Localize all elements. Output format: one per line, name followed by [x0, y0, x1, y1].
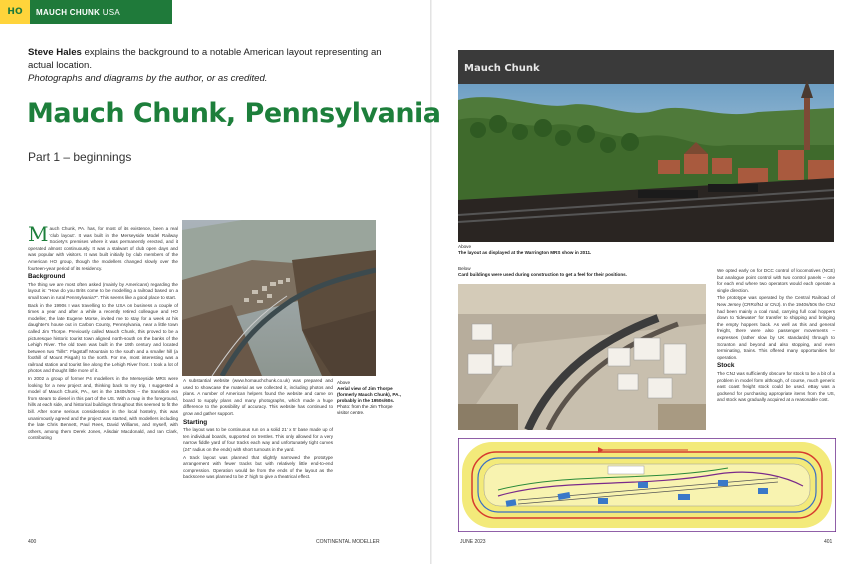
layout-caption-text: The layout as displayed at the Warrington MRS show in 2011. — [458, 250, 592, 255]
col2-para-1: A substantial website (www.homauchchunk.co.uk) was prepared and used to showcase the material as we collected it, including photos and plans. A number of American helpers found the website and came on board to supply plans and many photographs, which made a huge difference to the possibility of accuracy. This website has continued to grow and gather support. — [183, 378, 333, 416]
heading-starting: Starting — [183, 418, 208, 426]
aerial-caption — [337, 380, 401, 416]
intro-standfirst — [28, 46, 408, 85]
aerial-caption-credit: Photo: from the Jim Thorpe visitor centre. — [337, 404, 393, 415]
construction-photo — [458, 284, 706, 430]
folio-date: JUNE 2023 — [460, 539, 486, 545]
section-title-suffix: USA — [102, 7, 121, 17]
col3-para-3: The CNJ was sufficiently obscure for stock to be a bit of a problem in model form although, of course, much generic east coast freight stock could be used. eBay was a godsend for purchasing appropriate items from the US, and stock was gradually acquired at a reasonable cost. — [717, 370, 835, 403]
gutter — [430, 0, 432, 564]
dropcap: M — [28, 222, 49, 246]
card-caption-label: Below — [458, 266, 471, 271]
author-name: Steve Hales — [28, 47, 82, 58]
aerial-photo — [182, 220, 376, 376]
col1-para-1: auch Chunk, PA. has, for most of its existence, been a real 'club layout'. It was built in the Merseyside Model Railway Society's premises where it was permanently erected, and it operated almost continuously. It was a stalwart of club open days and was popular with visitors. It was built initially by club members of the American HO group, though the modellers changed slowly over the fourteen-year period of its residency. — [28, 226, 178, 271]
column-3 — [717, 268, 835, 405]
card-buildings-caption — [458, 266, 708, 278]
column-2 — [183, 378, 333, 482]
col1-para-3: Back in the 1990s I was travelling to the USA on business a couple of times a year and after a while a recently retired colleague and HO modeller, the late Eugene Morse, invited me to stay for a week at his daughter's house out in Carbon County, Pennsylvania, near a little town called Jim Thorpe. Previously called Mauch Chunk, this proved to be a picturesque historic tourist town aligned north-south on the banks of the Lehigh River. The old town was built in the 19th century and located between two "hills": Flagstaff Mountain to the south and a smaller hill (a foothill of Mount Pisgah) to the north. For me, most interesting was a railroad station and tourist line along the Lehigh River front. I took a lot of photos and thought little more of it. — [28, 302, 178, 374]
section-title: MAUCH CHUNK USA — [36, 7, 121, 17]
layout-photo-image — [458, 50, 834, 242]
col3-para-1: We opted early on for DCC control of locomotives (NCE) but analogue point control with two control panels – one for each end where two operators would each operate a single direction. — [717, 268, 835, 293]
layout-caption-label: Above — [458, 244, 472, 249]
card-caption-text: Card buildings were used during construction to get a feel for their positions. — [458, 272, 627, 277]
folio-left-page: 400 — [28, 539, 37, 545]
article-title: Mauch Chunk, Pennsylvania — [27, 98, 441, 129]
article-subtitle: Part 1 – beginnings — [28, 150, 132, 164]
folio-right-page: 401 — [824, 539, 833, 545]
layout-sign: Mauch Chunk — [464, 63, 540, 74]
column-1 — [28, 222, 178, 443]
section-tag: HO — [0, 0, 30, 24]
col2-para-2: The layout was to be continuous run on a solid 21' x 5' base made up of ten individual boards, supported on trestles. This only allowed for a very narrow fiddle yard of four tracks each way and unfortunately tight curves (24" radius on the ends) with short turnouts in the yard. — [183, 427, 333, 452]
layout-photo-caption — [458, 244, 658, 256]
col2-para-3: A track layout was planned that slightly narrowed the prototype arrangement with fewer tracks but with relatively little end-to-end compression. Operation would be from the ends of the layout as the backscene was planned to be 2' high to give a theatrical effect. — [183, 454, 333, 480]
photo-credits: Photographs and diagrams by the author, or as credited. — [28, 73, 268, 84]
heading-background: Background — [28, 273, 66, 281]
intro-lead: explains the background to a notable American layout representing an actual location. — [28, 47, 382, 71]
col3-para-2: The prototype was operated by the Central Railroad of New Jersey (CRRofNJ or CNJ). In the 1940s/50s the CNJ had been mainly a coal road, carrying full coal hoppers down to 'tidewater' for transfer to shipping and bringing the empty hoppers back. As well as this and general freight, there were also passenger movements – expresses (rather slow by UK standards) through to Scranton and beyond and also stopping, and even terminating, trains. This offered many opportunities for operation. — [717, 295, 835, 360]
track-plan-diagram — [458, 438, 836, 532]
aerial-photo-image — [182, 220, 376, 376]
col1-para-4: In 2002 a group of former P4 modellers in the Merseyside MRS were looking for a new project and, thinking back to my trip, I suggested a model of Mauch Chunk, PA., set in the 1940s/50s – the transition era from steam to diesel in this part of the US. With a map in the foreground, hills at each side, and historical buildings throughout this seemed to fit the bill. After some serious consideration in the local hostelry, this was unanimously agreed and the project was started, with modellers including the late Chris Bennett, Paul Rees, David Williams, and myself, with others, among them Derek Jones, Alisdair Macdonald, and Ian Clark, contributing — [28, 376, 178, 441]
section-header — [0, 0, 172, 24]
aerial-caption-text: Aerial view of Jim Thorpe (formerly Mauch Chunk), PA., probably in the 1950s/60s. — [337, 386, 401, 403]
col1-para-2: The thing we are most often asked (mainly by Americans) regarding the layout is: "How do you Brits come to be modelling a railroad based on a small town in rural Pennsylvania?". This seems like a good place to start. — [28, 281, 178, 300]
folio-magazine: CONTINENTAL MODELLER — [316, 539, 380, 545]
layout-photo — [458, 50, 834, 242]
construction-photo-image — [458, 284, 706, 430]
aerial-caption-label: Above — [337, 380, 351, 385]
track-plan-image — [458, 438, 836, 532]
heading-stock: Stock — [717, 362, 735, 370]
